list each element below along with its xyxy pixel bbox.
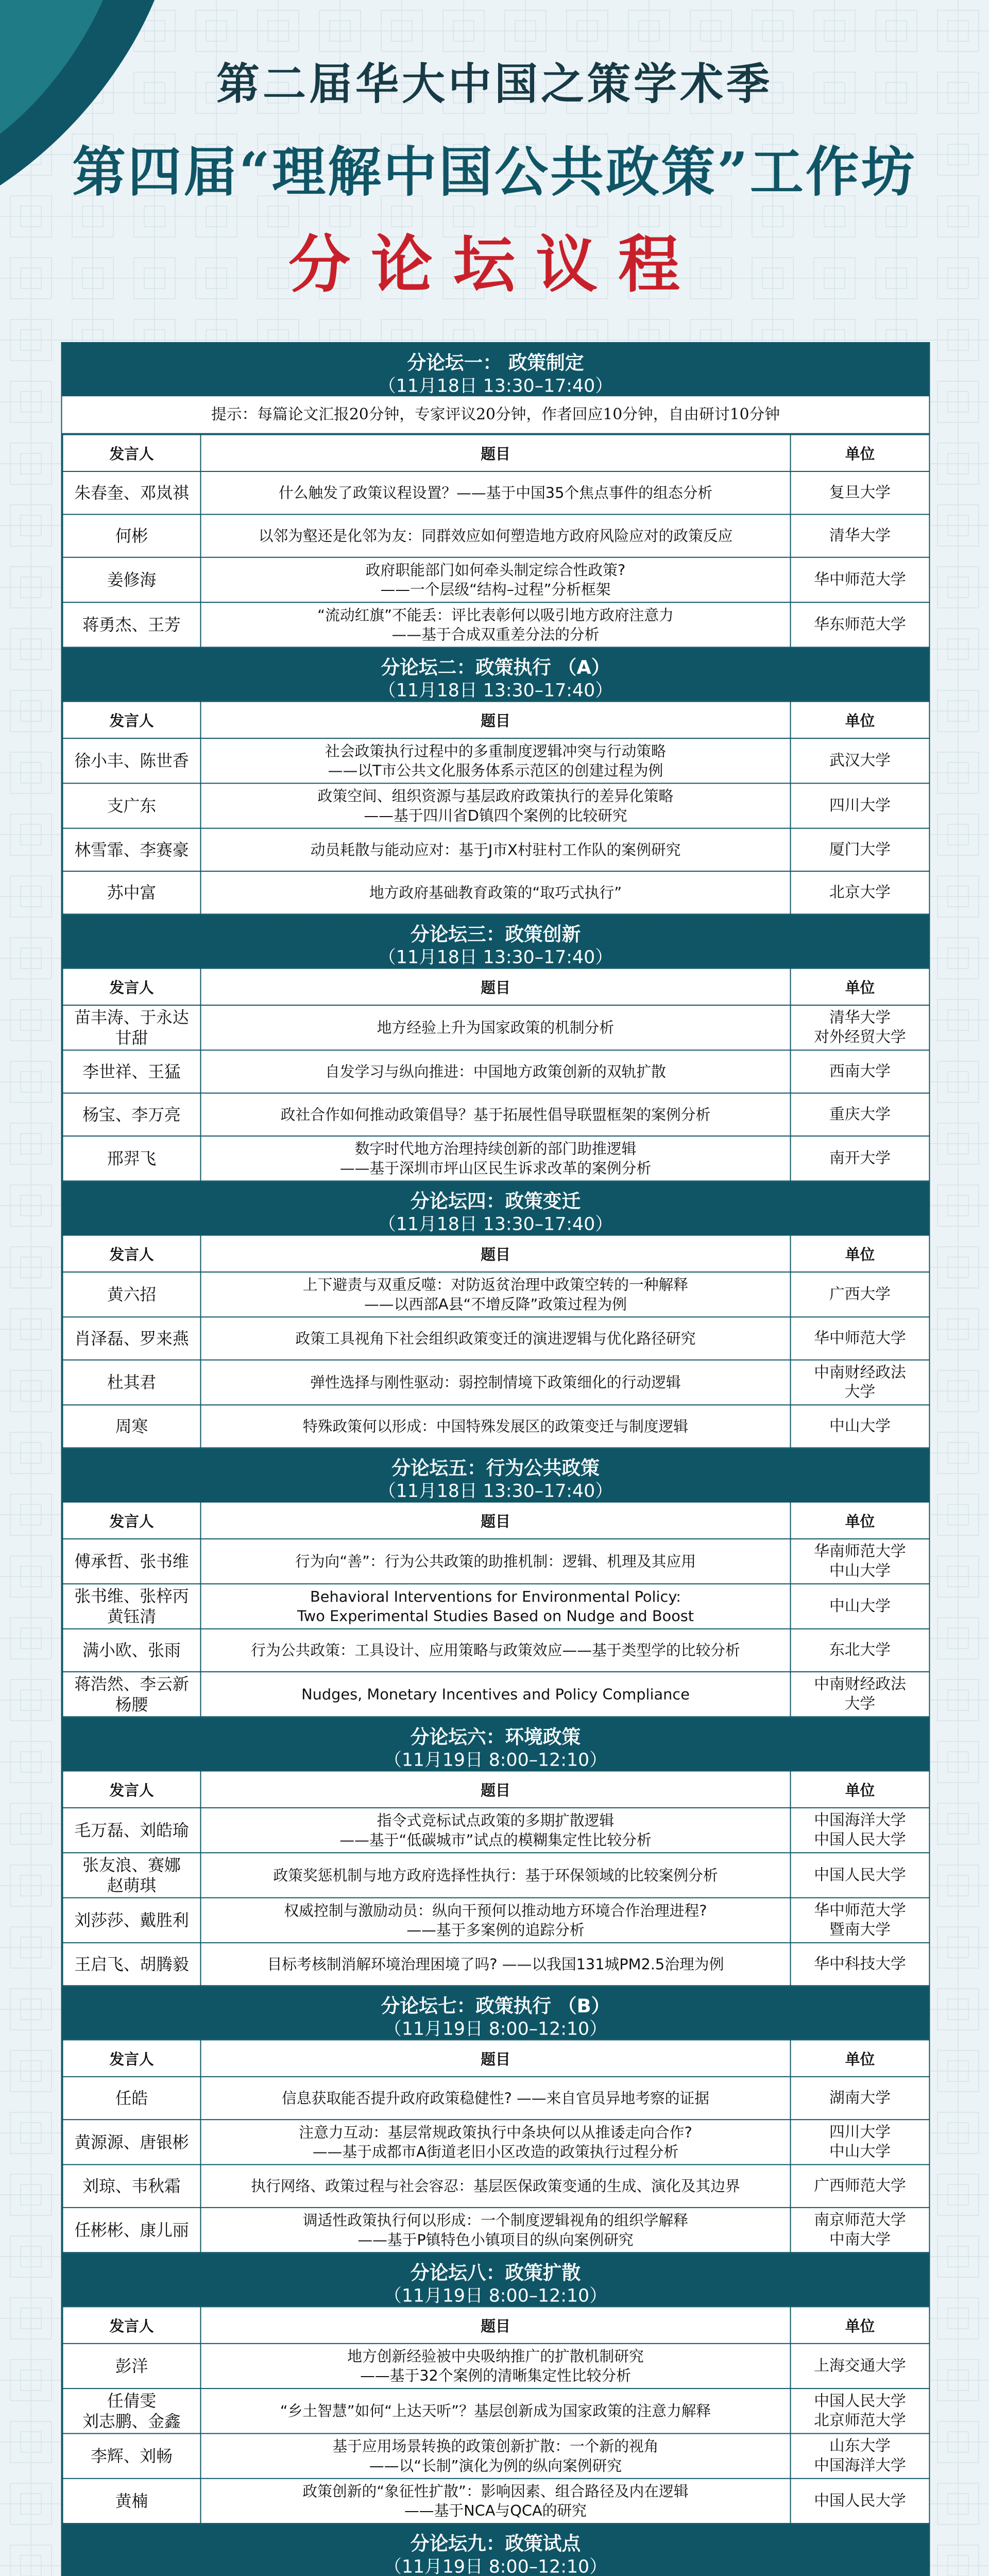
forum-section [62,914,929,1181]
column-header-affiliation: 单位 [791,1235,930,1272]
page-title: 分论坛议程 [288,228,701,301]
column-header-speaker: 发言人 [63,1235,201,1272]
speaker-cell: 肖泽磊、罗来燕 [63,1317,201,1360]
topic-cell: 自发学习与纵向推进：中国地方政策创新的双轨扩散 [200,1050,790,1093]
column-header-speaker: 发言人 [63,969,201,1005]
speaker-cell: 张书维、张梓丙 黄钰清 [63,1584,201,1629]
topic-cell: 以邻为壑还是化邻为友：同群效应如何塑造地方政府风险应对的政策反应 [200,514,790,557]
topic-cell: 地方经验上升为国家政策的机制分析 [200,1005,790,1050]
topic-cell: 政策工具视角下社会组织政策变迁的演进逻辑与优化路径研究 [200,1317,790,1360]
forum-title: 分论坛四：政策变迁 [410,1190,581,1212]
topic-cell: 执行网络、政策过程与社会容忍：基层医保政策变通的生成、演化及其边界 [200,2164,790,2207]
speaker-cell: 任皓 [63,2077,201,2120]
forum-header [62,2253,929,2306]
table-header-row [63,2307,930,2343]
speaker-cell: 刘莎莎、戴胜利 [63,1898,201,1943]
table-row [63,2120,930,2164]
speaker-cell: 林雪霏、李赛豪 [63,828,201,871]
affiliation-cell: 厦门大学 [791,828,930,871]
forum-table [62,701,930,915]
table-row [63,783,930,828]
topic-cell: 目标考核制消解环境治理困境了吗? ——以我国131城PM2.5治理为例 [200,1943,790,1986]
column-header-topic: 题目 [200,1235,790,1272]
forum-section [62,343,929,648]
column-header-topic: 题目 [200,2040,790,2076]
topic-cell: 政策奖惩机制与地方政府选择性执行：基于环保领域的比较案例分析 [200,1853,790,1897]
table-row [63,1272,930,1317]
affiliation-cell: 清华大学 对外经贸大学 [791,1005,930,1050]
affiliation-cell: 华中科技大学 [791,1943,930,1986]
speaker-cell: 苗丰涛、于永达 甘甜 [63,1005,201,1050]
speaker-cell: 黄六招 [63,1272,201,1317]
forum-time: （11月18日 13:30–17:40） [378,947,613,968]
affiliation-cell: 南京师范大学 中南大学 [791,2208,930,2252]
affiliation-cell: 武汉大学 [791,738,930,783]
topic-cell: 行为向“善”：行为公共政策的助推机制：逻辑、机理及其应用 [200,1539,790,1584]
table-header-row [63,1235,930,1272]
column-header-topic: 题目 [200,969,790,1005]
topic-cell: 权威控制与激励动员：纵向干预何以推动地方环境合作治理进程? ——基于多案例的追踪分析 [200,1898,790,1943]
topic-cell: Behavioral Interventions for Environmental Policy: Two Experimental Studies Based on Nudge and Boost [200,1584,790,1629]
forum-time: （11月18日 13:30–17:40） [378,680,613,701]
forum-section [62,1986,929,2253]
table-row [63,1584,930,1629]
forum-time: （11月18日 13:30–17:40） [378,1481,613,1502]
table-row [63,2164,930,2207]
event-title: 第二届华大中国之策学术季 [216,58,773,109]
table-header-row [63,969,930,1005]
table-row [63,471,930,514]
forum-section [62,2524,929,2576]
topic-cell: 地方政府基础教育政策的“取巧式执行” [200,871,790,914]
table-row [63,1539,930,1584]
topic-cell: “乡土智慧”如何“上达天听”？基层创新成为国家政策的注意力解释 [200,2388,790,2433]
speaker-cell: 徐小丰、陈世香 [63,738,201,783]
table-header-row [63,2040,930,2076]
forum-header [62,1717,929,1770]
speaker-cell: 王启飞、胡腾毅 [63,1943,201,1986]
affiliation-cell: 华南师范大学 中山大学 [791,1539,930,1584]
table-row [63,2077,930,2120]
table-row [63,1943,930,1986]
table-header-row [63,1771,930,1807]
table-row [63,1136,930,1181]
affiliation-cell: 广西师范大学 [791,2164,930,2207]
topic-cell: 信息获取能否提升政府政策稳健性? ——来自官员异地考察的证据 [200,2077,790,2120]
affiliation-cell: 华中师范大学 [791,557,930,602]
affiliation-cell: 华中师范大学 [791,1317,930,1360]
topic-cell: Nudges, Monetary Incentives and Policy Compliance [200,1672,790,1717]
affiliation-cell: 中国人民大学 [791,1853,930,1897]
affiliation-cell: 上海交通大学 [791,2344,930,2388]
column-header-topic: 题目 [200,2307,790,2343]
table-row [63,1898,930,1943]
forum-header [62,2524,929,2576]
speaker-cell: 姜修海 [63,557,201,602]
topic-cell: 弹性选择与刚性驱动：弱控制情境下政策细化的行动逻辑 [200,1360,790,1405]
speaker-cell: 苏中富 [63,871,201,914]
forum-title: 分论坛七：政策执行 （B） [381,1995,610,2017]
forum-header [62,648,929,701]
forum-title: 分论坛六：环境政策 [410,1726,581,1748]
table-row [63,2479,930,2523]
column-header-topic: 题目 [200,702,790,738]
forum-title: 分论坛三：政策创新 [410,923,581,945]
column-header-affiliation: 单位 [791,2307,930,2343]
column-header-speaker: 发言人 [63,1771,201,1807]
forum-table [62,434,930,648]
table-row [63,1050,930,1093]
table-row [63,871,930,914]
forum-section [62,2253,929,2524]
speaker-cell: 周寒 [63,1405,201,1448]
speaker-cell: 傅承哲、张书维 [63,1539,201,1584]
affiliation-cell: 广西大学 [791,1272,930,1317]
speaker-cell: 张友浪、赛娜 赵萌琪 [63,1853,201,1897]
table-row [63,1629,930,1672]
table-row [63,1317,930,1360]
forum-section [62,1181,929,1448]
forum-table [62,1770,930,1986]
affiliation-cell: 华中师范大学 暨南大学 [791,1898,930,1943]
table-row [63,2388,930,2433]
forum-table [62,968,930,1182]
schedule-tip: 提示：每篇论文汇报20分钟，专家评议20分钟，作者回应10分钟，自由研讨10分钟 [62,396,929,434]
column-header-affiliation: 单位 [791,435,930,471]
affiliation-cell: 中南财经政法 大学 [791,1672,930,1717]
speaker-cell: 彭洋 [63,2344,201,2388]
table-row [63,1360,930,1405]
forum-table [62,1502,930,1718]
speaker-cell: 杨宝、李万亮 [63,1093,201,1136]
topic-cell: 上下避责与双重反噬：对防返贫治理中政策空转的一种解释 ——以西部A县“不增反降”政策过程为例 [200,1272,790,1317]
column-header-speaker: 发言人 [63,2307,201,2343]
topic-cell: 政府职能部门如何牵头制定综合性政策? ——一个层级“结构–过程”分析框架 [200,557,790,602]
topic-cell: 调适性政策执行何以形成：一个制度逻辑视角的组织学解释 ——基于P镇特色小镇项目的纵向案例研究 [200,2208,790,2252]
table-header-row [63,702,930,738]
forum-time: （11月19日 8:00–12:10） [384,2556,607,2576]
column-header-affiliation: 单位 [791,702,930,738]
table-row [63,1093,930,1136]
affiliation-cell: 中山大学 [791,1584,930,1629]
topic-cell: 政策创新的“象征性扩散”：影响因素、组合路径及内在逻辑 ——基于NCA与QCA的研究 [200,2479,790,2523]
speaker-cell: 朱春奎、邓岚祺 [63,471,201,514]
topic-cell: 指令式竞标试点政策的多期扩散逻辑 ——基于“低碳城市”试点的模糊集定性比较分析 [200,1808,790,1853]
forum-title: 分论坛一： 政策制定 [407,351,584,374]
topic-cell: 政策空间、组织资源与基层政府政策执行的差异化策略 ——基于四川省D镇四个案例的比较研究 [200,783,790,828]
topic-cell: 社会政策执行过程中的多重制度逻辑冲突与行动策略 ——以T市公共文化服务体系示范区的创建过程为例 [200,738,790,783]
topic-cell: 数字时代地方治理持续创新的部门助推逻辑 ——基于深圳市坪山区民生诉求改革的案例分析 [200,1136,790,1181]
topic-cell: 注意力互动：基层常规政策执行中条块何以从推诿走向合作? ——基于成都市A街道老旧小区改造的政策执行过程分析 [200,2120,790,2164]
affiliation-cell: 东北大学 [791,1629,930,1672]
forum-header [62,1986,929,2039]
forum-title: 分论坛五：行为公共政策 [391,1457,600,1479]
affiliation-cell: 湖南大学 [791,2077,930,2120]
forum-time: （11月18日 13:30–17:40） [378,376,613,397]
workshop-title: 第四届“理解中国公共政策”工作坊 [72,140,917,204]
forum-header [62,1448,929,1501]
speaker-cell: 任倩雯 刘志鹏、金鑫 [63,2388,201,2433]
table-row [63,2344,930,2388]
affiliation-cell: 中国海洋大学 中国人民大学 [791,1808,930,1853]
forum-title: 分论坛二：政策执行 （A） [381,656,610,679]
column-header-affiliation: 单位 [791,969,930,1005]
affiliation-cell: 华东师范大学 [791,602,930,647]
column-header-speaker: 发言人 [63,1502,201,1538]
forum-table [62,1235,930,1449]
column-header-speaker: 发言人 [63,2040,201,2076]
forum-section [62,1448,929,1717]
column-header-topic: 题目 [200,1502,790,1538]
affiliation-cell: 山东大学 中国海洋大学 [791,2433,930,2478]
column-header-topic: 题目 [200,1771,790,1807]
affiliation-cell: 四川大学 [791,783,930,828]
forum-title: 分论坛九：政策试点 [410,2532,581,2555]
affiliation-cell: 中国人民大学 [791,2479,930,2523]
table-row [63,1405,930,1448]
topic-cell: 动员耗散与能动应对：基于J市X村驻村工作队的案例研究 [200,828,790,871]
table-row [63,738,930,783]
forum-header [62,343,929,396]
table-row [63,514,930,557]
column-header-affiliation: 单位 [791,1502,930,1538]
topic-cell: 行为公共政策：工具设计、应用策略与政策效应——基于类型学的比较分析 [200,1629,790,1672]
speaker-cell: 李辉、刘畅 [63,2433,201,2478]
table-row [63,2208,930,2252]
column-header-affiliation: 单位 [791,2040,930,2076]
column-header-speaker: 发言人 [63,702,201,738]
forum-header [62,914,929,968]
column-header-speaker: 发言人 [63,435,201,471]
forum-title: 分论坛八：政策扩散 [410,2262,581,2284]
table-row [63,1808,930,1853]
table-row [63,602,930,647]
speaker-cell: 满小欧、张雨 [63,1629,201,1672]
forum-time: （11月18日 13:30–17:40） [378,1214,613,1235]
forum-time: （11月19日 8:00–12:10） [384,2285,607,2307]
topic-cell: 特殊政策何以形成：中国特殊发展区的政策变迁与制度逻辑 [200,1405,790,1448]
affiliation-cell: 中山大学 [791,1405,930,1448]
table-row [63,1672,930,1717]
speaker-cell: 杜其君 [63,1360,201,1405]
forum-section [62,648,929,914]
affiliation-cell: 清华大学 [791,514,930,557]
speaker-cell: 刘琼、韦秋霜 [63,2164,201,2207]
affiliation-cell: 中国人民大学 北京师范大学 [791,2388,930,2433]
speaker-cell: 何彬 [63,514,201,557]
table-row [63,2433,930,2478]
table-header-row [63,435,930,471]
affiliation-cell: 南开大学 [791,1136,930,1181]
topic-cell: 什么触发了政策议程设置？——基于中国35个焦点事件的组态分析 [200,471,790,514]
affiliation-cell: 西南大学 [791,1050,930,1093]
speaker-cell: 蒋勇杰、王芳 [63,602,201,647]
topic-cell: “流动红旗”不能丢：评比表彰何以吸引地方政府注意力 ——基于合成双重差分法的分析 [200,602,790,647]
forum-header [62,1181,929,1234]
forum-time: （11月19日 8:00–12:10） [384,2019,607,2040]
affiliation-cell: 北京大学 [791,871,930,914]
affiliation-cell: 中南财经政法 大学 [791,1360,930,1405]
forum-section [62,1717,929,1986]
agenda-table [61,342,930,2576]
table-row [63,1005,930,1050]
affiliation-cell: 复旦大学 [791,471,930,514]
affiliation-cell: 四川大学 中山大学 [791,2120,930,2164]
column-header-affiliation: 单位 [791,1771,930,1807]
table-row [63,557,930,602]
table-row [63,828,930,871]
speaker-cell: 支广东 [63,783,201,828]
column-header-topic: 题目 [200,435,790,471]
forum-table [62,2039,930,2253]
table-row [63,1853,930,1897]
speaker-cell: 黄源源、唐银彬 [63,2120,201,2164]
speaker-cell: 蒋浩然、李云新 杨腰 [63,1672,201,1717]
forum-time: （11月19日 8:00–12:10） [384,1750,607,1771]
speaker-cell: 邢羿飞 [63,1136,201,1181]
topic-cell: 基于应用场景转换的政策创新扩散：一个新的视角 ——以“长制”演化为例的纵向案例研究 [200,2433,790,2478]
table-header-row [63,1502,930,1538]
speaker-cell: 任彬彬、康儿丽 [63,2208,201,2252]
speaker-cell: 黄楠 [63,2479,201,2523]
topic-cell: 政社合作如何推动政策倡导？基于拓展性倡导联盟框架的案例分析 [200,1093,790,1136]
speaker-cell: 毛万磊、刘皓瑜 [63,1808,201,1853]
topic-cell: 地方创新经验被中央吸纳推广的扩散机制研究 ——基于32个案例的清晰集定性比较分析 [200,2344,790,2388]
affiliation-cell: 重庆大学 [791,1093,930,1136]
forum-table [62,2306,930,2524]
speaker-cell: 李世祥、王猛 [63,1050,201,1093]
